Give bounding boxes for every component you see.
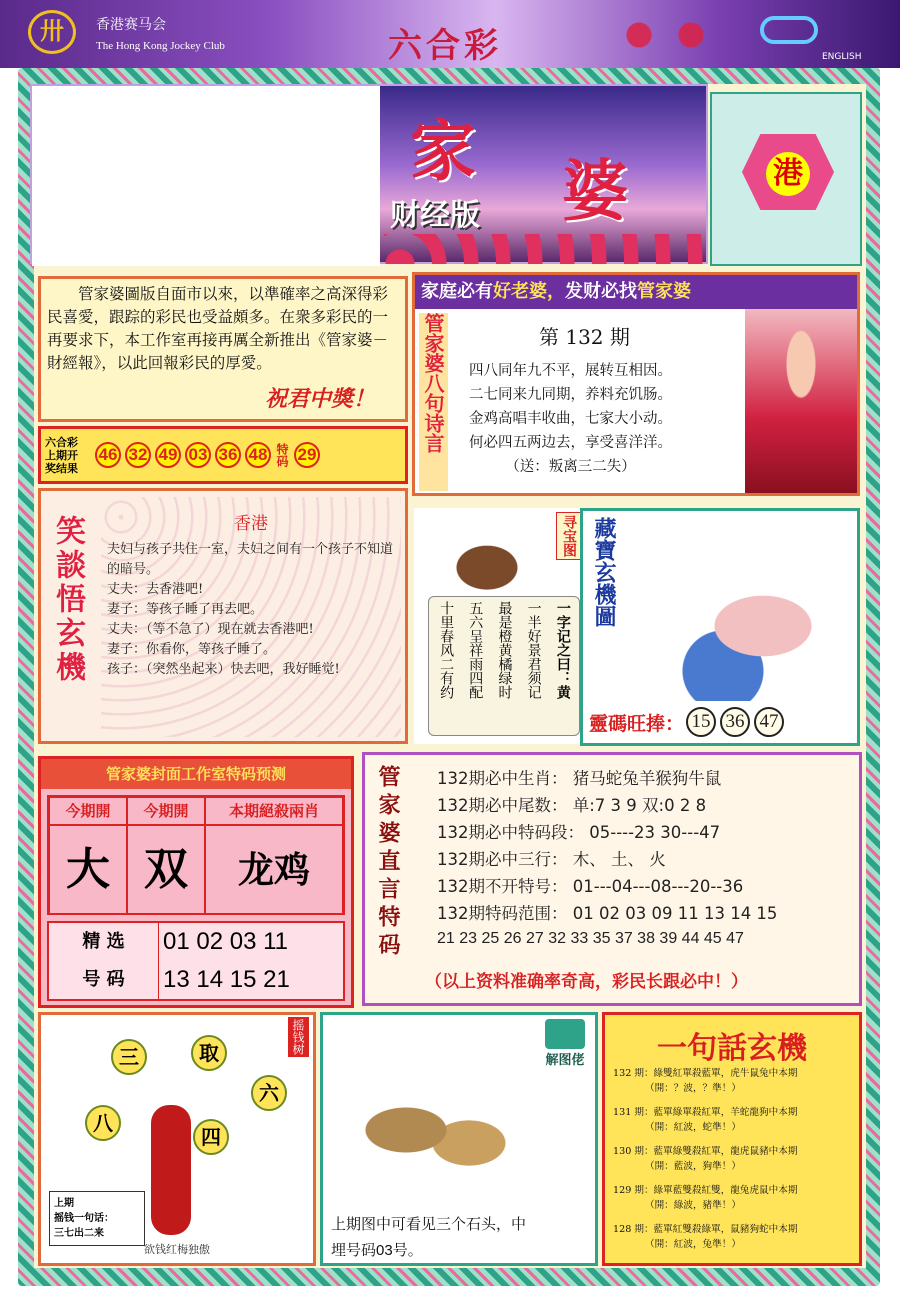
joke-line: 孩子：（突然坐起来）快去吧，我好睡觉! <box>107 662 340 677</box>
picture-caption <box>331 1211 593 1264</box>
riddle-item <box>613 1067 861 1096</box>
riddle-line: 130 期：藍單綠雙殺紅單，龍虎鼠豬中本期 <box>613 1146 798 1157</box>
result-ball: 03 <box>185 442 211 468</box>
caption-number: 03 <box>376 1242 393 1259</box>
joke-line: 妻子：等孩子睡了再去吧。 <box>107 602 264 617</box>
direct-box <box>362 752 862 1006</box>
riddle-item <box>613 1184 861 1213</box>
header-part-a: 家庭必有 <box>421 281 493 302</box>
note-line-1: 上期 <box>54 1198 74 1209</box>
scroll-col: 十里春风二有约 <box>438 601 455 699</box>
label-line-1: 六合彩 <box>45 435 78 449</box>
scroll-panel <box>414 508 588 744</box>
forecast-title: 管家婆封面工作室特码预测 <box>41 759 351 789</box>
result-ball: 32 <box>125 442 151 468</box>
joke-line: 丈夫：（等不急了）现在就去香港吧! <box>107 622 314 637</box>
header-part-b: 好老婆， <box>493 281 565 302</box>
label-line-3: 奖结果 <box>45 461 78 475</box>
forecast-col3-header: 本期絕殺兩肖 <box>205 797 343 825</box>
direct-row <box>437 846 777 873</box>
picture-box <box>320 1012 598 1266</box>
last-result-label <box>45 436 93 475</box>
row-value: 01 02 03 09 11 13 14 15 <box>572 904 778 923</box>
caption-part: 号。 <box>392 1241 423 1259</box>
row-key: 132期必中三行： <box>437 850 568 869</box>
direct-range-more: 21 23 25 26 27 32 33 35 37 38 39 44 45 47 <box>437 930 744 947</box>
riddle-item <box>613 1223 861 1252</box>
forecast-value-2: 双 <box>127 825 205 915</box>
row-value: 单:7 3 9 双:0 2 8 <box>572 796 707 815</box>
forecast-value-1: 大 <box>49 825 127 915</box>
direct-row <box>437 900 777 927</box>
picks-row-2: 13 14 15 21 <box>163 966 290 993</box>
last-result-box <box>38 426 408 484</box>
forecast-col2-header: 今期開 <box>127 797 205 825</box>
special-label: 特码 <box>275 443 289 467</box>
picks-table <box>47 921 345 1001</box>
poem-note: （送：叛离三二失） <box>505 459 636 475</box>
treasure-footer-label: 靈碼旺捧： <box>589 712 685 735</box>
forecast-value-3: 龙鸡 <box>205 825 343 915</box>
direct-rows <box>437 765 777 927</box>
picture-tag <box>539 1019 591 1068</box>
label-line-2: 上期开 <box>45 448 78 462</box>
banner-title-1: 家 <box>410 112 476 190</box>
org-name-cn: 香港赛马会 <box>96 17 166 33</box>
result-ball: 46 <box>95 442 121 468</box>
direct-side-title: 管家婆直言特码 <box>375 765 401 961</box>
treasure-ball: 36 <box>720 707 750 737</box>
tree-ball: 取 <box>191 1035 227 1071</box>
forecast-col1-header: 今期開 <box>49 797 127 825</box>
lion-illustration <box>343 1065 523 1195</box>
poem-lines <box>469 359 672 479</box>
riddle-title: 一句話玄機 <box>657 1031 807 1066</box>
riddle-list <box>613 1067 861 1252</box>
row-value: 猪马蛇兔羊猴狗牛鼠 <box>572 769 722 788</box>
scroll-paper <box>428 596 580 736</box>
row-key: 132期必中尾数： <box>437 796 568 815</box>
riddle-line: 131 期：藍單綠單殺紅單，羊蛇龍狗中本期 <box>613 1107 798 1118</box>
header-part-d: 管家婆 <box>637 281 691 302</box>
lottery-logo <box>760 16 818 44</box>
poem-line: 何必四五两边去，享受喜洋洋。 <box>469 435 672 451</box>
caption-part: 埋号码 <box>331 1241 377 1259</box>
treasure-footer <box>589 707 786 737</box>
poem-line: 金鸡高唱丰收曲，七家大小动。 <box>469 411 672 427</box>
scroll-tag: 寻宝图 <box>556 512 582 560</box>
result-ball: 36 <box>215 442 241 468</box>
money-tree-caption: 欲钱红梅独傲 <box>144 1243 210 1256</box>
treasure-box <box>580 508 860 746</box>
whiteout-area <box>32 86 380 266</box>
treasure-ball: 47 <box>754 707 784 737</box>
english-link[interactable]: ENGLISH <box>822 52 862 62</box>
row-value: 05----23 30---47 <box>589 823 721 842</box>
tree-ball: 四 <box>193 1119 229 1155</box>
picks-label-2: 号 码 <box>82 969 125 990</box>
bride-illustration <box>745 309 857 493</box>
picks-label-1: 精 选 <box>82 931 125 952</box>
joke-line: 夫妇与孩子共住一室，夫妇之间有一个孩子不知道的暗号。 <box>107 542 394 577</box>
money-tree-tag: 摇钱树 <box>288 1017 309 1057</box>
money-tree-note <box>49 1191 145 1246</box>
picks-row-1: 01 02 03 11 <box>163 928 289 955</box>
direct-row <box>437 765 777 792</box>
scroll-col: 最是橙黄橘绿时 <box>496 601 513 699</box>
joke-side-title: 笑談悟玄機 <box>50 515 85 685</box>
intro-slogan: 祝君中獎！ <box>264 386 375 412</box>
intro-text: 管家婆圖版自面市以來，以準確率之高深得彩民喜愛，跟踪的彩民也受益頗多。在衆多彩民的一再要求下，本工作室再接再厲全新推出《管家婆－財經報》，以此回報彩民的厚愛。 <box>47 285 389 372</box>
jockey-horse-illustration <box>432 528 542 594</box>
tree-ball: 八 <box>85 1105 121 1141</box>
tree-ball: 三 <box>111 1039 147 1075</box>
riddle-box <box>602 1012 862 1266</box>
riddle-sub: （開：藍波，狗準！） <box>645 1160 741 1172</box>
poem-side-title: 管家婆八句诗言 <box>419 313 448 491</box>
special-ball: 29 <box>294 442 320 468</box>
money-tree-box <box>38 1012 316 1266</box>
header-part-c: 发财必找 <box>565 281 637 302</box>
poem-line: 四八同年九不平，展转互相因。 <box>469 363 672 379</box>
riddle-line: 132 期：綠雙紅單殺藍單，虎牛鼠兔中本期 <box>613 1068 798 1079</box>
joke-content <box>101 497 401 737</box>
picture-tag-label: 解图佬 <box>545 1053 585 1068</box>
riddle-line: 129 期：綠單藍雙殺紅雙，龍兔虎鼠中本期 <box>613 1185 798 1196</box>
riddle-item <box>613 1145 861 1174</box>
poem-header <box>415 275 857 309</box>
result-ball: 48 <box>245 442 271 468</box>
row-key: 132期不开特号： <box>437 877 568 896</box>
picture-tag-icon <box>545 1019 585 1049</box>
tree-ball: 六 <box>251 1075 287 1111</box>
treasure-title: 藏寶玄機圖 <box>591 517 617 627</box>
treasure-ball: 15 <box>686 707 716 737</box>
picks-label <box>49 923 159 999</box>
banner-title-2: 婆 <box>562 152 628 230</box>
forecast-box <box>38 756 354 1008</box>
direct-footer: （以上资料准确率奇高，彩民长跟必中！） <box>425 972 748 992</box>
joke-line: 妻子：你看你，等孩子睡了。 <box>107 642 277 657</box>
note-line-3: 三七出二来 <box>54 1228 104 1239</box>
row-key: 132期必中生肖： <box>437 769 568 788</box>
masthead-banner <box>30 84 708 264</box>
page-title: 六合彩 <box>388 26 502 66</box>
racehorse-illustration <box>600 8 730 62</box>
poem-box <box>412 272 860 496</box>
riddle-sub: （開：紅波，兔準！） <box>645 1238 741 1250</box>
row-key: 132期特码范围： <box>437 904 568 923</box>
riddle-sub: （開：綠波，豬準！） <box>645 1199 741 1211</box>
org-name-en: The Hong Kong Jockey Club <box>96 40 225 52</box>
row-value: 01---04---08---20--36 <box>572 877 744 896</box>
riddle-line: 128 期：藍單紅雙殺綠單，鼠豬狗蛇中本期 <box>613 1224 798 1235</box>
jockey-club-logo: 卅 <box>28 10 76 54</box>
top-bar <box>0 0 900 68</box>
forecast-table <box>47 795 345 915</box>
caption-line-2 <box>331 1237 593 1264</box>
riddle-item <box>613 1106 861 1135</box>
note-line-2: 摇钱一句话： <box>54 1213 114 1224</box>
riddle-sub: （開：？波，？準！） <box>645 1082 741 1094</box>
picks-numbers <box>159 923 343 999</box>
joke-title: 香港 <box>234 514 268 534</box>
row-value: 木、 土、 火 <box>572 850 666 869</box>
result-ball: 49 <box>155 442 181 468</box>
poem-line: 二七同来九同期，养料充饥肠。 <box>469 387 672 403</box>
direct-row <box>437 819 777 846</box>
joke-box <box>38 488 408 744</box>
direct-row <box>437 792 777 819</box>
joke-line: 丈夫：去香港吧! <box>107 582 204 597</box>
lotus-row <box>384 234 704 264</box>
scroll-col: 一半好景君须记 <box>525 601 542 699</box>
pig-illustration <box>643 551 843 701</box>
intro-box <box>38 276 408 422</box>
lantern-badge: 港 <box>766 152 810 196</box>
banner-subtitle: 财经版 <box>390 198 480 233</box>
direct-row <box>437 873 777 900</box>
row-key: 132期必中特码段： <box>437 823 584 842</box>
scroll-col: 五六呈祥雨四配 <box>467 601 484 699</box>
caption-line-1: 上期图中可看见三个石头，中 <box>331 1215 527 1233</box>
tree-trunk <box>151 1105 191 1235</box>
poem-issue: 第 132 期 <box>539 325 630 349</box>
riddle-sub: （開：紅波，蛇準！） <box>645 1121 741 1133</box>
scroll-title: 一字记之曰：黄 <box>554 601 571 699</box>
joke-text <box>101 534 401 680</box>
lantern-panel <box>710 92 862 266</box>
